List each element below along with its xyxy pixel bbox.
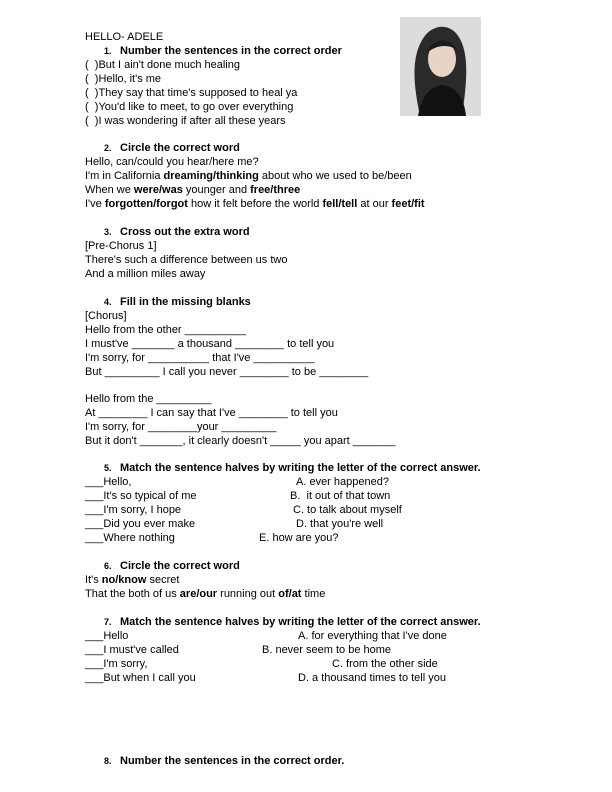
section-8-number: 8. xyxy=(104,756,112,766)
s2-line-2: I'm in California dreaming/thinking about who we used to be/been xyxy=(85,170,412,182)
s7-left-2: ___I must've called xyxy=(85,644,179,656)
section-7-heading-text: Match the sentence halves by writing the letter of the correct answer. xyxy=(120,616,481,628)
s4-verse1-line-1: Hello from the other __________ xyxy=(85,324,246,336)
s4-verse1-line-2: I must've _______ a thousand ________ to tell you xyxy=(85,338,335,350)
s3-line-1: There's such a difference between us two xyxy=(85,254,288,266)
s5-right-3: C. to talk about myself xyxy=(293,504,402,516)
s5-left-2: ___It's so typical of me xyxy=(85,490,197,502)
s5-right-5: E. how are you? xyxy=(259,532,339,544)
s1-line-5: ( )I was wondering if after all these years xyxy=(85,115,286,127)
s4-verse2-line-3: I'm sorry, for ________your _________ xyxy=(85,421,277,433)
s2-line-3: When we were/was younger and free/three xyxy=(85,184,301,196)
s5-right-2: B. it out of that town xyxy=(290,490,391,502)
section-3-heading xyxy=(104,226,250,239)
section-3-heading-text: Cross out the extra word xyxy=(120,226,250,238)
section-6-heading-text: Circle the correct word xyxy=(120,560,240,572)
s4-verse2-line-2: At ________ I can say that I've ________ to tell you xyxy=(85,407,338,419)
worksheet-title: HELLO- ADELE xyxy=(85,31,164,43)
s4-verse2-line-1: Hello from the _________ xyxy=(85,393,212,405)
s4-tag: [Chorus] xyxy=(85,310,127,322)
s5-left-5: ___Where nothing xyxy=(85,532,175,544)
s6-line-1: It's no/know secret xyxy=(85,574,180,586)
s5-left-3: ___I'm sorry, I hope xyxy=(85,504,182,516)
section-2-heading xyxy=(104,142,240,155)
s7-left-3: ___I'm sorry, xyxy=(85,658,148,670)
section-5-heading-text: Match the sentence halves by writing the letter of the correct answer. xyxy=(120,462,481,474)
section-7-number: 7. xyxy=(104,617,112,627)
s2-line-4: I've forgotten/forgot how it felt before the world fell/tell at our feet/fit xyxy=(85,198,425,210)
section-5-number: 5. xyxy=(104,463,112,473)
section-5-heading xyxy=(104,462,481,475)
s5-right-1: A. ever happened? xyxy=(296,476,389,488)
section-7-heading xyxy=(104,616,481,629)
s7-left-4: ___But when I call you xyxy=(85,672,196,684)
s7-right-1: A. for everything that I've done xyxy=(298,630,447,642)
section-1-number: 1. xyxy=(104,46,112,56)
s7-left-1: ___Hello xyxy=(85,630,129,642)
s5-right-4: D. that you're well xyxy=(296,518,384,530)
s1-line-3: ( )They say that time's supposed to heal ya xyxy=(85,87,298,99)
section-3-number: 3. xyxy=(104,227,112,237)
section-8-heading xyxy=(104,755,344,768)
s1-line-2: ( )Hello, it's me xyxy=(85,73,162,85)
s7-right-2: B. never seem to be home xyxy=(262,644,392,656)
section-1-heading-text: Number the sentences in the correct order xyxy=(120,45,342,57)
section-6-number: 6. xyxy=(104,561,112,571)
adele-photo xyxy=(400,17,481,116)
s3-line-2: And a million miles away xyxy=(85,268,206,280)
section-8-heading-text: Number the sentences in the correct order. xyxy=(120,755,345,767)
s1-line-4: ( )You'd like to meet, to go over everything xyxy=(85,101,294,113)
s7-right-4: D. a thousand times to tell you xyxy=(298,672,446,684)
section-4-number: 4. xyxy=(104,297,112,307)
s5-left-4: ___Did you ever make xyxy=(85,518,196,530)
s6-line-2: That the both of us are/our running out of/at time xyxy=(85,588,326,600)
s3-tag: [Pre-Chorus 1] xyxy=(85,240,157,252)
s1-line-1: ( )But I ain't done much healing xyxy=(85,59,240,71)
s4-verse1-line-3: I'm sorry, for __________ that I've __________ xyxy=(85,352,315,364)
s4-verse2-line-4: But it don't _______, it clearly doesn't _____ you apart _______ xyxy=(85,435,396,447)
section-6-heading xyxy=(104,560,240,573)
section-4-heading-text: Fill in the missing blanks xyxy=(120,296,251,308)
section-2-number: 2. xyxy=(104,143,112,153)
section-2-heading-text: Circle the correct word xyxy=(120,142,240,154)
s5-left-1: ___Hello, xyxy=(85,476,132,488)
s4-verse1-line-4: But _________ I call you never ________ to be ________ xyxy=(85,366,369,378)
portrait-image xyxy=(400,17,481,116)
s7-right-3: C. from the other side xyxy=(332,658,438,670)
section-4-heading xyxy=(104,296,251,309)
s2-line-1: Hello, can/could you hear/here me? xyxy=(85,156,259,168)
section-1-heading xyxy=(104,45,342,58)
